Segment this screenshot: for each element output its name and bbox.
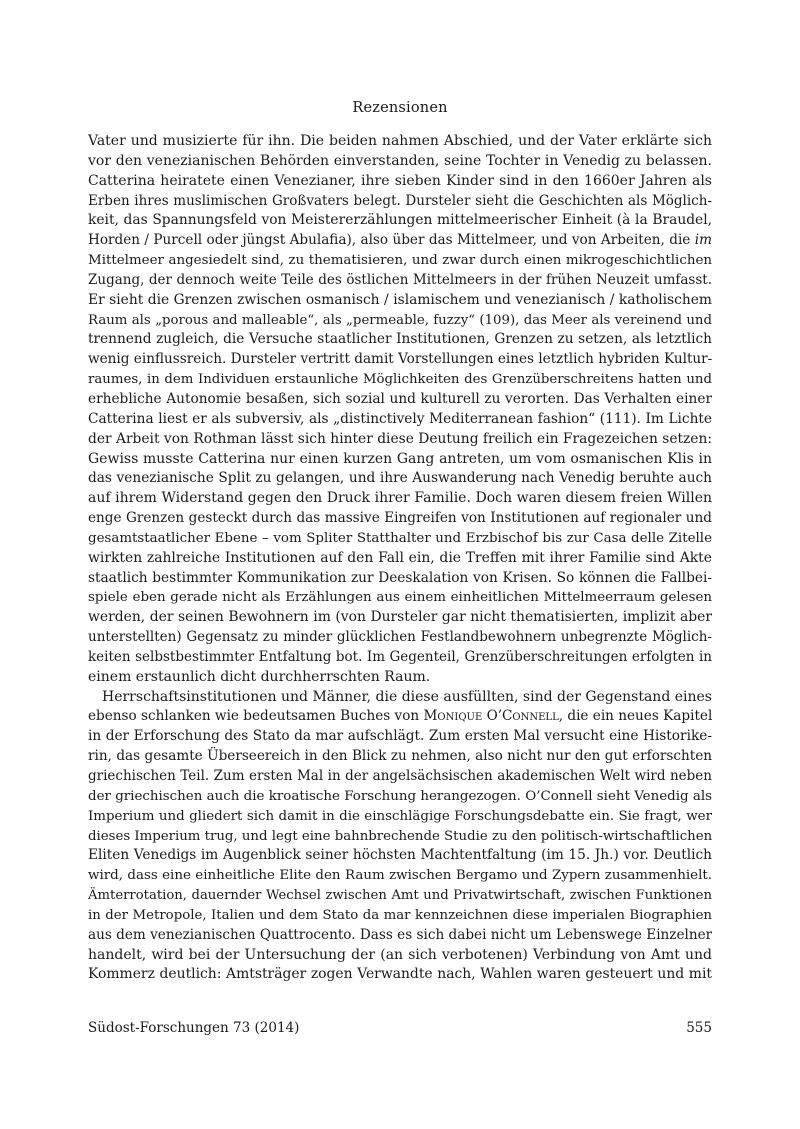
author-name: Monique O’Connell bbox=[423, 708, 559, 725]
text-line: einem erstaunlich dicht durchherrschten Raum. bbox=[88, 668, 431, 685]
text-line: rin, das gesamte Überseereich in den Blick zu nehmen, also nicht nur den gut erforschten bbox=[88, 748, 712, 765]
text-line: in der Erforschung des Stato da mar aufschlägt. Zum ersten Mal versucht eine Historike- bbox=[88, 728, 712, 745]
text-line: vor den venezianischen Behörden einverstanden, seine Tochter in Venedig zu belassen. bbox=[88, 152, 712, 169]
text-line: Kommerz deutlich: Amtsträger zogen Verwandte nach, Wahlen waren gesteuert und mit bbox=[88, 966, 712, 983]
text-line: der griechischen auch die kroatische Forschung herangezogen. O’Connell sieht Venedig als bbox=[88, 788, 712, 804]
text-line: unterstellten) Gegensatz zu minder glücklichen Festlandbewohnern unbegrenzte Möglich- bbox=[88, 629, 712, 646]
page-footer bbox=[88, 1018, 712, 1038]
journal-citation: Südost-Forschungen 73 (2014) bbox=[88, 1020, 300, 1036]
running-title: Rezensionen bbox=[352, 100, 448, 116]
italic-word: im bbox=[694, 232, 712, 249]
body-text bbox=[88, 132, 712, 985]
text-line bbox=[88, 231, 712, 251]
text-line: keit, das Spannungsfeld von Meistererzählungen mittelmeerischer Einheit (à la Braudel, bbox=[88, 212, 712, 229]
text-line: Gewiss musste Catterina nur einen kurzen Gang antreten, um vom osmanischen Klis in bbox=[88, 450, 712, 467]
text-line: Zugang, der dennoch weite Teile des östlichen Mittelmeers in der frühen Neuzeit umfasst. bbox=[88, 271, 712, 288]
text-line: wirkten zahlreiche Institutionen auf den Fall ein, die Treffen mit ihrer Familie sind Akte bbox=[88, 549, 712, 566]
text-line: das venezianische Split zu gelangen, und ihre Auswanderung nach Venedig beruhte auch bbox=[88, 470, 712, 487]
text-line: auf ihrem Widerstand gegen den Druck ihrer Familie. Doch waren diesem freien Willen bbox=[88, 490, 712, 507]
text-line: handelt, wird bei der Untersuchung der (an sich verbotenen) Verbindung von Amt und bbox=[88, 946, 712, 963]
text-fragment: Horden / Purcell oder jüngst Abulafia), also über das Mittelmeer, und von Arbeiten, die bbox=[88, 232, 691, 249]
text-line: griechischen Teil. Zum ersten Mal in der angelsächsischen akademischen Welt wird neben bbox=[88, 768, 712, 784]
text-fragment: ebenso schlanken wie bedeutsamen Buches von bbox=[88, 708, 420, 725]
text-line: Mittelmeer angesiedelt sind, zu thematisieren, und zwar durch einen mikrogeschichtlichen bbox=[88, 253, 712, 269]
text-line: spiele eben gerade nicht als Erzählungen aus einem einheitlichen Mittelmeerraum gelesen bbox=[88, 590, 712, 606]
text-line: staatlich bestimmter Kommunikation zur Deeskalation von Krisen. So können die Fallbei- bbox=[88, 569, 712, 586]
text-line bbox=[88, 707, 712, 727]
text-line: aus dem venezianischen Quattrocento. Dass es sich dabei nicht um Lebenswege Einzelner bbox=[88, 926, 712, 943]
text-line: raumes, in dem Individuen erstaunliche Möglichkeiten des Grenzüberschreitens hatten und bbox=[88, 372, 712, 388]
text-line: Er sieht die Grenzen zwischen osmanisch / islamischem und venezianisch / katholischem bbox=[88, 291, 712, 308]
page-number: 555 bbox=[686, 1020, 712, 1036]
text-line: wird, dass eine einheitliche Elite den Raum zwischen Bergamo und Zypern zusammenhielt. bbox=[88, 868, 712, 884]
text-line: dieses Imperium trug, und legt eine bahnbrechende Studie zu den politisch-wirtschaftlichen bbox=[88, 828, 712, 844]
text-line: Imperium und gliedert sich damit in die einschlägige Forschungsdebatte ein. Sie fragt, wer bbox=[88, 808, 712, 824]
text-line: in der Metropole, Italien und dem Stato da mar kennzeichnen diese imperialen Biographien bbox=[88, 907, 712, 923]
text-line: Ämterrotation, dauernder Wechsel zwischen Amt und Privatwirtschaft, zwischen Funktionen bbox=[88, 888, 712, 904]
text-line: werden, der seinen Bewohnern im (von Dursteler gar nicht thematisierten, implizit aber bbox=[88, 609, 712, 626]
text-line: Catterina heiratete einen Venezianer, ihre sieben Kinder sind in den 1660er Jahren als bbox=[88, 172, 712, 189]
text-fragment: , die ein neues Kapitel bbox=[558, 708, 712, 725]
text-line: Erben ihres muslimischen Großvaters belegt. Dursteler sieht die Geschichten als Möglich- bbox=[88, 192, 712, 209]
text-line: Eliten Venedigs im Augenblick seiner höchsten Machtentfaltung (im 15. Jh.) vor. Deutlich bbox=[88, 847, 712, 864]
text-line: wenig einflussreich. Dursteler vertritt damit Vorstellungen eines letztlich hybriden Kultur- bbox=[88, 351, 712, 368]
text-line: erhebliche Autonomie besaßen, sich sozial und kulturell zu verorten. Das Verhalten einer bbox=[88, 390, 712, 407]
text-line: Raum als „porous and malleable“, als „permeable, fuzzy“ (109), das Meer als vereinend und bbox=[88, 312, 712, 328]
paragraph-first-line: Herrschaftsinstitutionen und Männer, die diese ausfüllten, sind der Gegenstand eines bbox=[102, 688, 712, 705]
text-line: enge Grenzen gesteckt durch das massive Eingreifen von Institutionen auf regionaler und bbox=[88, 510, 712, 527]
text-line: der Arbeit von Rothman lässt sich hinter diese Deutung freilich ein Fragezeichen setzen: bbox=[88, 430, 712, 447]
text-line: gesamtstaatlicher Ebene – vom Spliter Statthalter und Erzbischof bis zur Casa delle Zitelle bbox=[88, 530, 712, 546]
text-line: Catterina liest er als subversiv, als „distinctively Mediterranean fashion“ (111). Im Lichte bbox=[88, 410, 712, 427]
text-line: trennend zugleich, die Versuche staatlicher Institutionen, Grenzen zu setzen, als letztlich bbox=[88, 331, 712, 348]
text-line: keiten selbstbestimmter Entfaltung bot. Im Gegenteil, Grenzüberschreitungen erfolgten in bbox=[88, 648, 712, 665]
text-line: Vater und musizierte für ihn. Die beiden nahmen Abschied, und der Vater erklärte sich bbox=[88, 133, 712, 149]
